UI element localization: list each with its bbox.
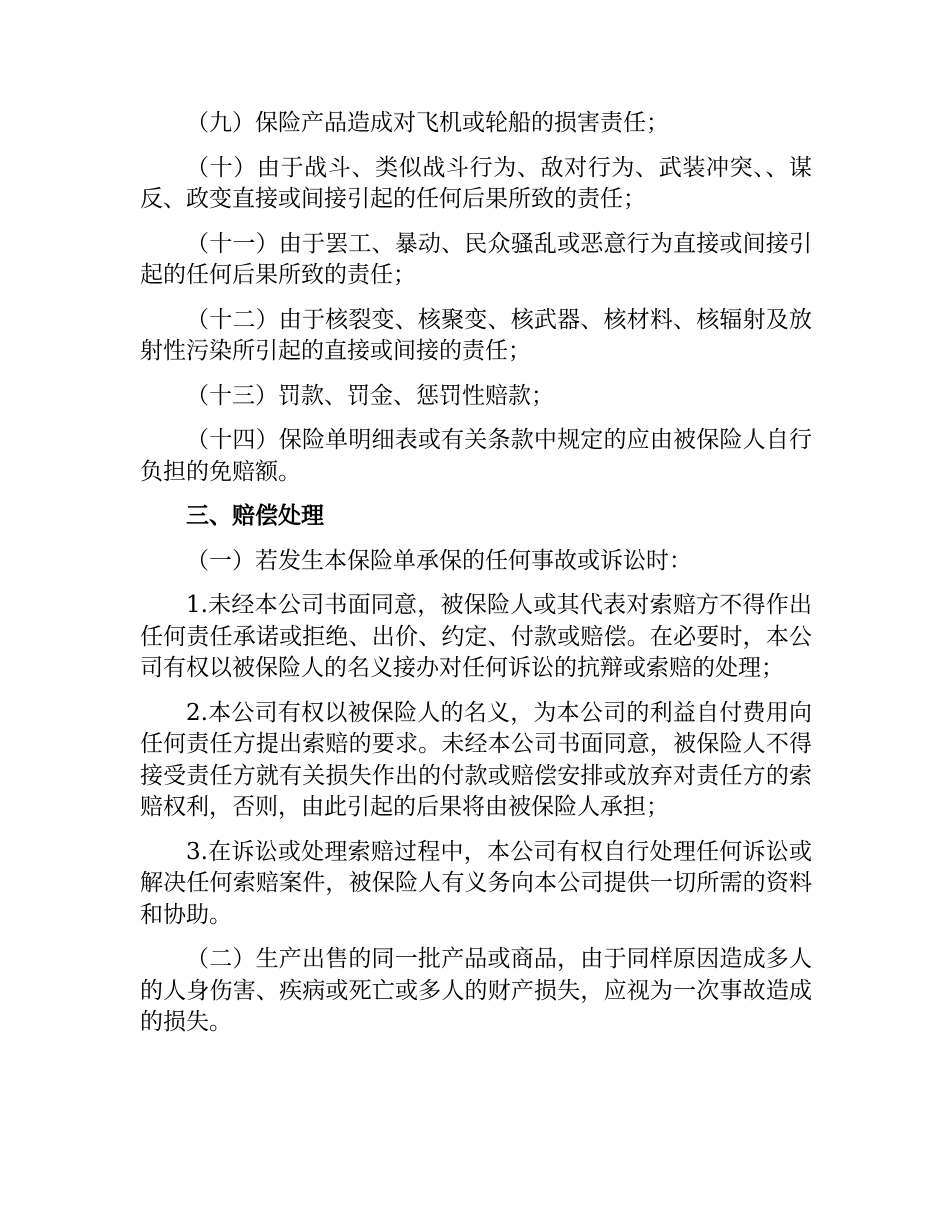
- clause-paragraph: （十）由于战斗、类似战斗行为、敌对行为、武装冲突、、谋反、政变直接或间接引起的任何后果所致的责任；: [140, 154, 812, 212]
- clause-paragraph: （一）若发生本保险单承保的任何事故或诉讼时：: [186, 547, 692, 574]
- clause-paragraph: 1.未经本公司书面同意，被保险人或其代表对索赔方不得作出任何责任承诺或拒绝、出价、约定、付款或赔偿。在必要时，本公司有权以被保险人的名义接办对任何诉讼的抗辩或索赔的处理；: [140, 592, 812, 681]
- clause-paragraph: （二）生产出售的同一批产品或商品，由于同样原因造成多人的人身伤害、疾病或死亡或多人的财产损失，应视为一次事故造成的损失。: [140, 946, 812, 1035]
- clause-paragraph: （十三）罚款、罚金、惩罚性赔款；: [186, 382, 554, 409]
- section-heading: 三、赔偿处理: [186, 503, 324, 529]
- clause-paragraph: （十四）保险单明细表或有关条款中规定的应由被保险人自行负担的免赔额。: [140, 427, 812, 485]
- clause-paragraph: 3.在诉讼或处理索赔过程中，本公司有权自行处理任何诉讼或解决任何索赔案件，被保险人有义务向本公司提供一切所需的资料和协助。: [140, 838, 812, 928]
- clause-paragraph: （十二）由于核裂变、核聚变、核武器、核材料、核辐射及放射性污染所引起的直接或间接的责任；: [140, 306, 812, 364]
- document-page: [140, 108, 812, 1052]
- clause-paragraph: （九）保险产品造成对飞机或轮船的损害责任；: [186, 110, 669, 136]
- clause-paragraph: （十一）由于罢工、暴动、民众骚乱或恶意行为直接或间接引起的任何后果所致的责任；: [140, 230, 812, 288]
- clause-paragraph: 2.本公司有权以被保险人的名义，为本公司的利益自付费用向任何责任方提出索赔的要求。未经本公司书面同意，被保险人不得接受责任方就有关损失作出的付款或赔偿安排或放弃对责任方的索赔权利，否则，由此引起的后果将由被保险人承担；: [140, 699, 812, 820]
